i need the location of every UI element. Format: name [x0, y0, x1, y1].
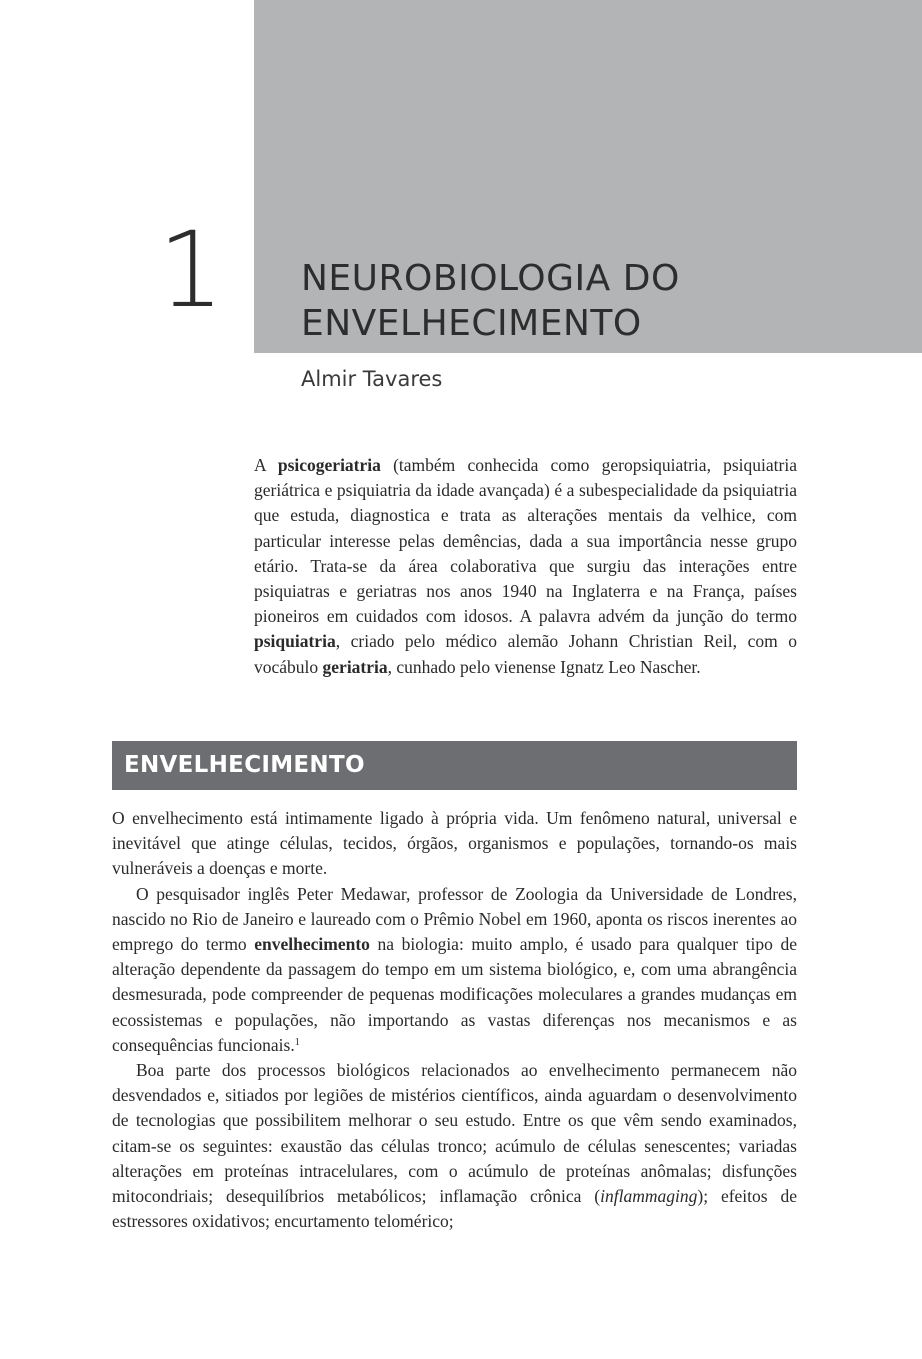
body-p2-text-2: na biologia: muito amplo, é usado para qualquer tipo de alteração dependente da passagem do tempo em um sistema biológico, e, com uma abrangência desmesurada, pode compreender de pequenas modificações moleculares a grandes mudanças em ecossistemas e populações, não importando as vastas diferenças nos mecanismos e as consequências funcionais.	[112, 934, 798, 1055]
intro-text-3: , criado pelo médico alemão Johann Christian Reil, com o vocábulo	[254, 631, 797, 677]
intro-text-1: A	[254, 455, 278, 475]
section-body	[112, 806, 797, 1234]
intro-text-4: , cunhado pelo vienense Ignatz Leo Nascher.	[387, 656, 701, 677]
chapter-number: 1	[158, 209, 223, 331]
body-p3-text-2: ); efeitos de estressores oxidativos; encurtamento telomérico;	[112, 1186, 797, 1232]
body-p2-text-1: O pesquisador inglês Peter Medawar, professor de Zoologia da Universidade de Londres, nascido no Rio de Janeiro e laureado com o Prêmio Nobel em 1960, aponta os riscos inerentes ao emprego do termo	[112, 883, 797, 955]
footnote-reference: 1	[294, 1036, 300, 1048]
body-paragraph-3	[112, 1058, 797, 1234]
intro-term-psiquiatria: psiquiatria	[254, 631, 336, 652]
body-term-inflammaging: inflammaging	[600, 1186, 698, 1207]
section-title: ENVELHECIMENTO	[124, 752, 365, 778]
body-paragraph-1: O envelhecimento está intimamente ligado à própria vida. Um fenômeno natural, universal e inevitável que atinge células, tecidos, órgãos, organismos e populações, tornando-os mais vulneráveis a doenças e morte.	[112, 808, 797, 879]
body-paragraph-2	[112, 882, 797, 1058]
chapter-title-line-2: ENVELHECIMENTO	[301, 303, 642, 344]
intro-text-2: (também conhecida como geropsiquiatria, psiquiatria geriátrica e psiquiatria da idade avançada) é a subespecialidade da psiquiatria que estuda, diagnostica e trata as alterações mentais da velhice, com particular interesse pelas demências, dada a sua importância nesse grupo etário. Trata-se da área colaborativa que surgiu das interações entre psiquiatras e geriatras nos anos 1940 na Inglaterra e na França, países pioneiros em cuidados com idosos. A palavra advém da junção do termo	[254, 455, 797, 627]
body-term-envelhecimento: envelhecimento	[254, 934, 370, 955]
intro-paragraph	[254, 453, 797, 680]
chapter-title-line-1: NEUROBIOLOGIA DO	[301, 258, 680, 299]
intro-term-geriatria: geriatria	[322, 656, 388, 677]
section-heading-bar	[112, 741, 797, 790]
chapter-author: Almir Tavares	[301, 367, 443, 391]
body-p3-text-1: Boa parte dos processos biológicos relacionados ao envelhecimento permanecem não desvendados e, sitiados por legiões de mistérios científicos, ainda aguardam o desenvolvimento de tecnologias que possibilitem melhorar o seu estudo. Entre os que vêm sendo examinados, citam-se os seguintes: exaustão das células tronco; acúmulo de células senescentes; variadas alterações em proteínas intracelulares, com o acúmulo de proteínas anômalas; disfunções mitocondriais; desequilíbrios metabólicos; inflamação crônica (	[112, 1060, 797, 1207]
intro-term-psicogeriatria: psicogeriatria	[277, 455, 381, 475]
chapter-title	[301, 256, 861, 346]
